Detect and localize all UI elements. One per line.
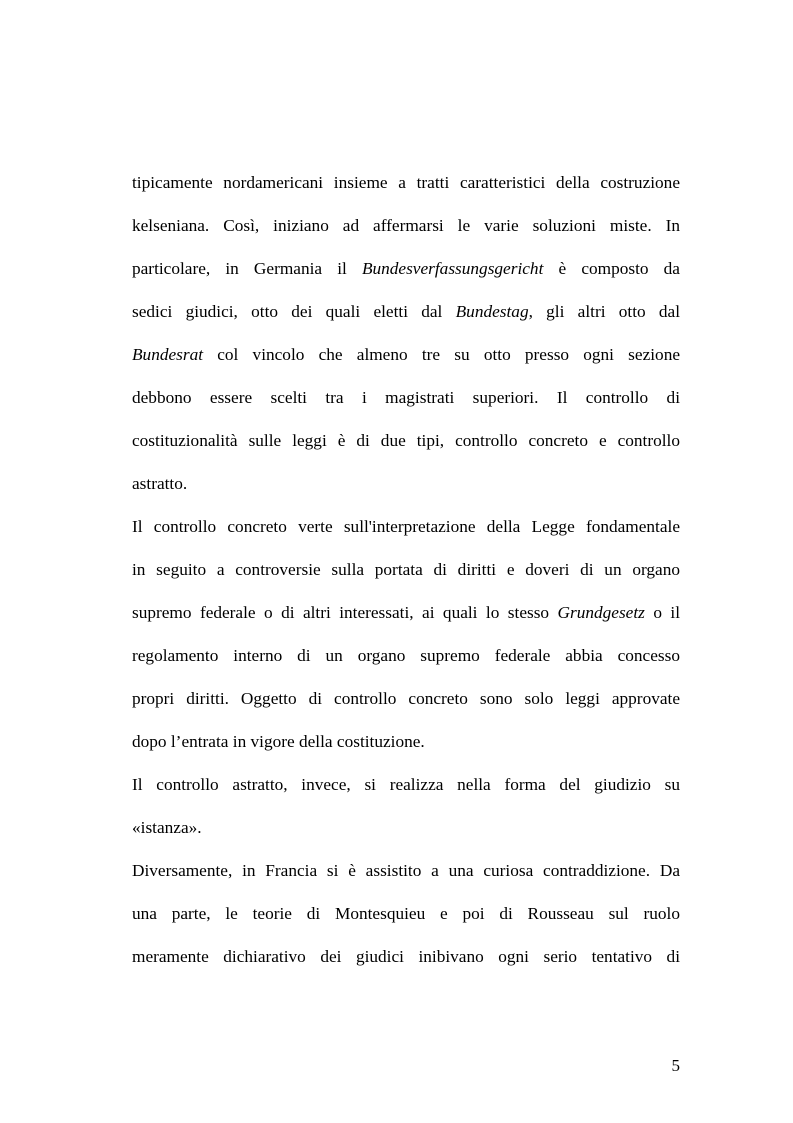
text-run: supremo federale o di altri interessati, ai quali lo stesso xyxy=(132,603,558,622)
text-run: col vincolo che almeno tre su otto presso ogni sezione xyxy=(203,345,680,364)
text-line xyxy=(132,341,680,384)
text-line xyxy=(132,857,680,900)
text-run: o il xyxy=(644,603,680,622)
text-run: Diversamente, in Francia si è assistito a una curiosa contraddizione. Da xyxy=(132,861,680,880)
text-run: costituzionalità sulle leggi è di due tipi, controllo concreto e controllo xyxy=(132,431,680,450)
text-run: tipicamente nordamericani insieme a tratti caratteristici della costruzione xyxy=(132,173,680,192)
text-line xyxy=(132,900,680,943)
body-text xyxy=(132,169,680,986)
text-line xyxy=(132,169,680,212)
text-run: una parte, le teorie di Montesquieu e poi di Rousseau sul ruolo xyxy=(132,904,680,923)
text-run: propri diritti. Oggetto di controllo concreto sono solo leggi approvate xyxy=(132,689,680,708)
text-run: è composto da xyxy=(543,259,680,278)
text-line xyxy=(132,599,680,642)
text-run: kelseniana. Così, iniziano ad affermarsi le varie soluzioni miste. In xyxy=(132,216,680,235)
text-run: Il controllo astratto, invece, si realizza nella forma del giudizio su xyxy=(132,775,680,794)
text-line xyxy=(132,255,680,298)
text-run: Il controllo concreto verte sull'interpretazione della Legge fondamentale xyxy=(132,517,680,536)
text-line xyxy=(132,814,680,857)
text-line xyxy=(132,556,680,599)
text-line xyxy=(132,771,680,814)
text-line xyxy=(132,513,680,556)
italic-term: Bundestag xyxy=(455,302,529,321)
text-run: debbono essere scelti tra i magistrati superiori. Il controllo di xyxy=(132,388,680,407)
italic-term: Bundesrat xyxy=(132,345,204,364)
text-line xyxy=(132,642,680,685)
text-line xyxy=(132,384,680,427)
text-line xyxy=(132,470,680,513)
text-run: , gli altri otto dal xyxy=(528,302,681,321)
text-line xyxy=(132,943,680,986)
text-line xyxy=(132,212,680,255)
page-number: 5 xyxy=(671,1056,680,1075)
text-run: in seguito a controversie sulla portata di diritti e doveri di un organo xyxy=(132,560,680,579)
text-line xyxy=(132,685,680,728)
text-run: particolare, in Germania il xyxy=(132,259,362,278)
italic-term: Bundesverfassungsgericht xyxy=(361,259,544,278)
text-run: «istanza». xyxy=(132,818,202,837)
text-run: dopo l’entrata in vigore della costituzione. xyxy=(132,732,425,751)
text-run: astratto. xyxy=(132,474,188,493)
text-run: sedici giudici, otto dei quali eletti dal xyxy=(132,302,456,321)
italic-term: Grundgesetz xyxy=(557,603,645,622)
text-line xyxy=(132,298,680,341)
text-run: regolamento interno di un organo supremo federale abbia concesso xyxy=(132,646,680,665)
text-line xyxy=(132,728,680,771)
text-line xyxy=(132,427,680,470)
text-run: meramente dichiarativo dei giudici inibivano ogni serio tentativo di xyxy=(132,947,680,966)
